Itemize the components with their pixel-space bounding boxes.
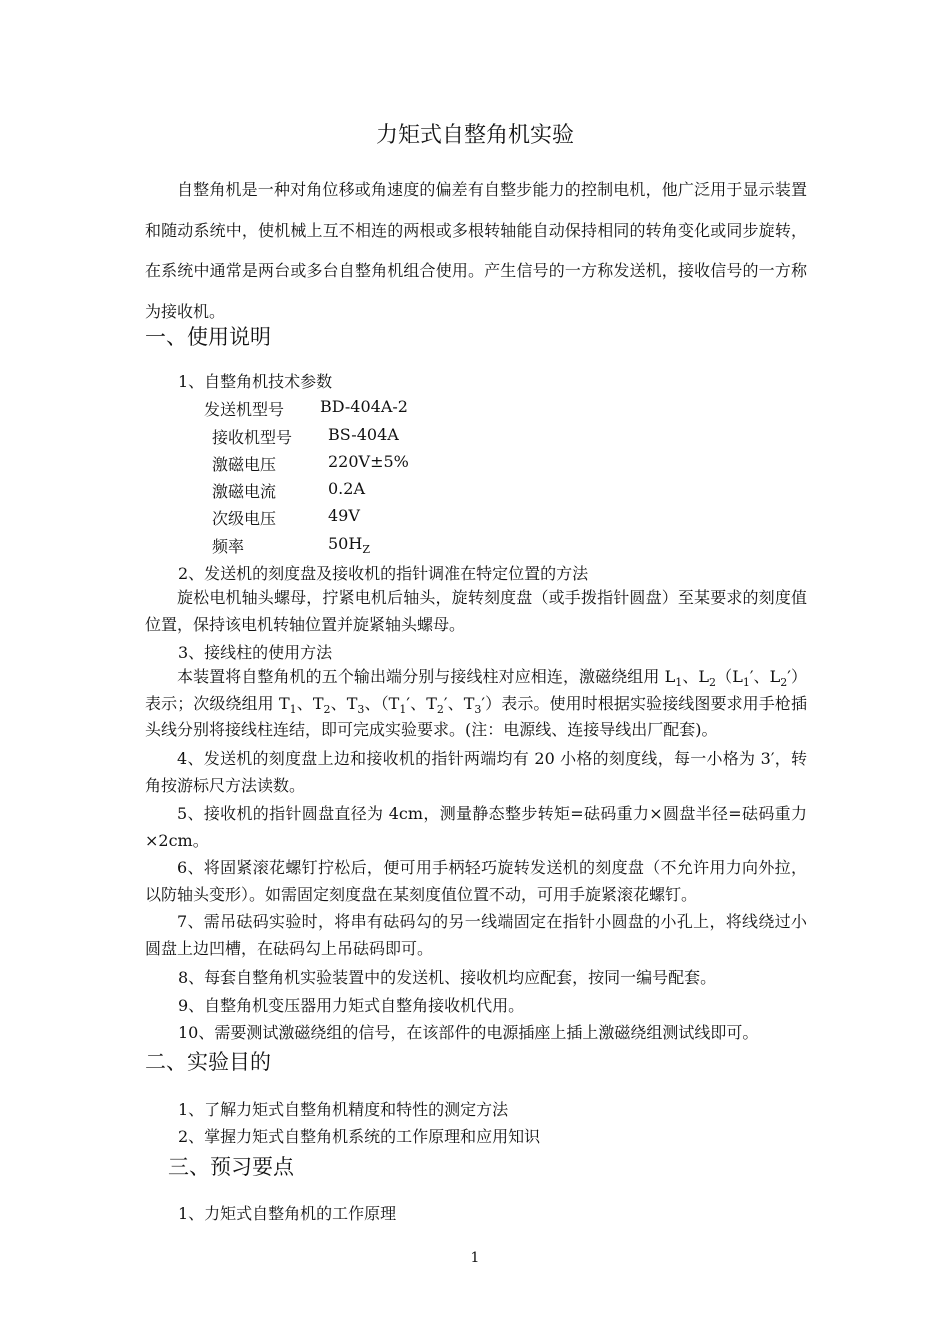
param-value: BS-404A (328, 425, 399, 444)
item-5-text: 5、接收机的指针圆盘直径为 4cm，测量静态整步转矩=砝码重力×圆盘半径=砝码重力×2cm。 (145, 804, 807, 850)
item-10-text: 10、需要测试激磁绕组的信号，在该部件的电源插座上插上激磁绕组测试线即可。 (178, 1023, 759, 1042)
item-3-text: 本装置将自整角机的五个输出端分别与接线柱对应相连，激磁绕组用 $L_1$、$L_2(L_1'$、$L_2'$）表示；次级绕组用 $T_1$、$T_2$、$T_3$、（$T_1'$、$T_2'$、$T_3'$）表示。使用时根据实验接线图要求用手枪插头线分别将接线柱连结，即可完成实验要求。(注：电源线、连接导线出厂配套)。 (145, 667, 807, 739)
param-label: 频率 (212, 537, 245, 556)
param-value: 49V (328, 506, 360, 525)
item-6-text: 6、将固紧滚花螺钉拧松后，便可用手柄轻巧旋转发送机的刻度盘（不允许用力向外拉，以防轴头变形）。如需固定刻度盘在某刻度值位置不动，可用手旋紧滚花螺钉。 (145, 858, 807, 904)
param-value: $50H_Z$ (328, 534, 370, 556)
intro-text: 自整角机是一种对角位移或角速度的偏差有自整步能力的控制电机，他广泛用于显示装置和随动系统中，使机械上互不相连的两根或多根转轴能自动保持相同的转角变化或同步旋转，在系统中通常是两台或多台自整角机组合使用。产生信号的一方称发送机，接收信号的一方称为接收机。 (145, 180, 807, 321)
item-8-text: 8、每套自整角机实验装置中的发送机、接收机均应配套，按同一编号配套。 (178, 968, 717, 987)
list-item: 1、了解力矩式自整角机精度和特性的测定方法 (178, 1100, 509, 1119)
item-2-title: 2、发送机的刻度盘及接收机的指针调准在特定位置的方法 (178, 564, 589, 583)
page-number: 1 (470, 1250, 480, 1266)
intro-paragraph (145, 170, 807, 332)
param-label: 接收机型号 (212, 428, 293, 447)
param-label: 发送机型号 (204, 400, 285, 419)
param-label: 激磁电流 (212, 482, 277, 501)
page-title: 力矩式自整角机实验 (375, 123, 574, 148)
param-value: 220V±5% (328, 452, 409, 471)
item-7-text: 7、需吊砝码实验时，将串有砝码勾的另一线端固定在指针小圆盘的小孔上，将线绕过小圆盘上边凹槽，在砝码勾上吊砝码即可。 (145, 912, 807, 958)
param-label: 激磁电压 (212, 455, 277, 474)
item-9-text: 9、自整角机变压器用力矩式自整角接收机代用。 (178, 996, 525, 1015)
section-3-heading: 三、预习要点 (168, 1155, 294, 1179)
item-2-text: 旋松电机轴头螺母，拧紧电机后轴头，旋转刻度盘（或手拨指针圆盘）至某要求的刻度值位置，保持该电机转轴位置并旋紧轴头螺母。 (145, 588, 807, 634)
param-value: BD-404A-2 (320, 397, 408, 416)
param-label: 次级电压 (212, 509, 277, 528)
list-item: 1、力矩式自整角机的工作原理 (178, 1204, 397, 1223)
section-1-heading: 一、使用说明 (145, 325, 271, 349)
item-4-text: 4、发送机的刻度盘上边和接收机的指针两端均有 20 小格的刻度线，每一小格为 3′，转角按游标尺方法读数。 (145, 749, 807, 795)
item-3-title: 3、接线柱的使用方法 (178, 643, 333, 662)
section-2-heading: 二、实验目的 (145, 1050, 271, 1074)
item-1-title: 1、自整角机技术参数 (178, 372, 333, 391)
list-item: 2、掌握力矩式自整角机系统的工作原理和应用知识 (178, 1127, 541, 1146)
param-value: 0.2A (328, 479, 365, 498)
